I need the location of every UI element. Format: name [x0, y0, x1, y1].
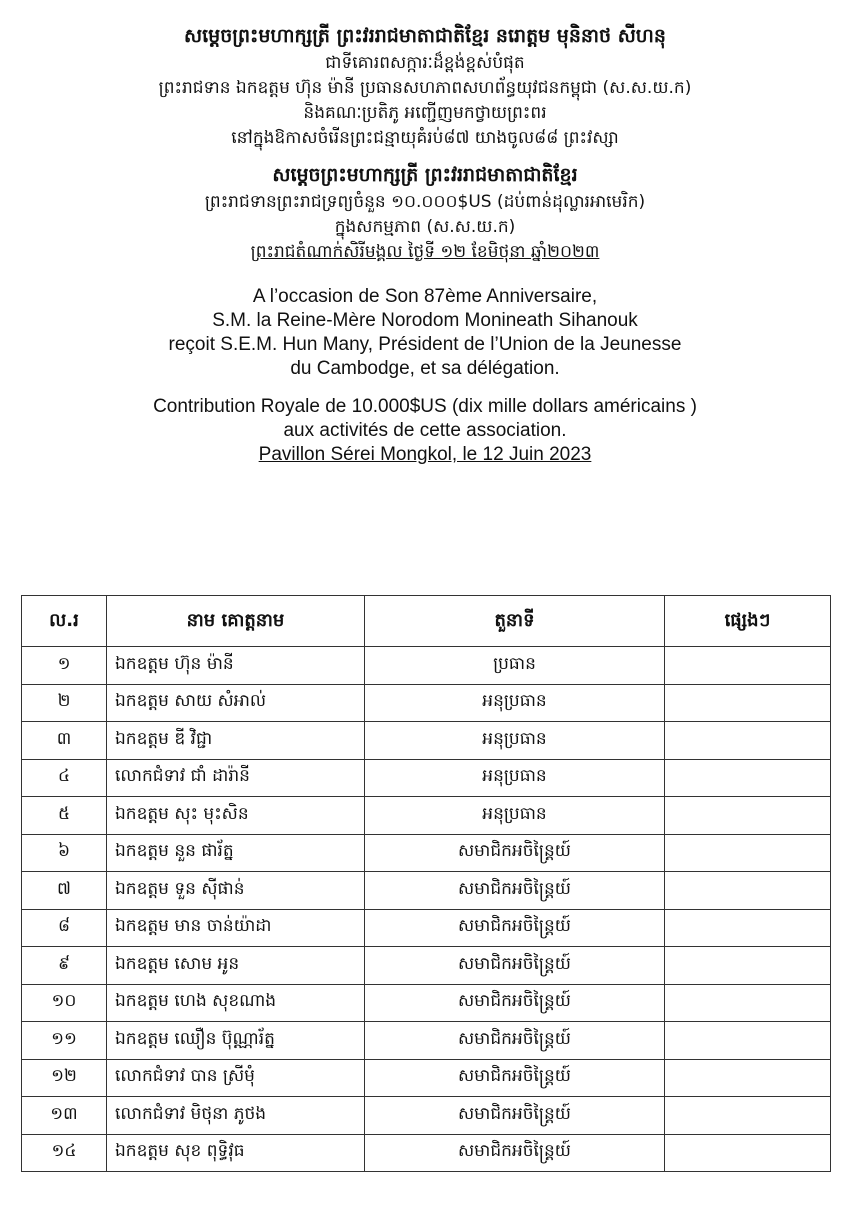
french-section: [0, 285, 850, 467]
cell-number: ១: [22, 647, 107, 685]
cell-other: [665, 872, 831, 910]
cell-number: ៩: [22, 947, 107, 985]
table-row: [22, 1097, 831, 1135]
table-row: [22, 909, 831, 947]
cell-position: សមាជិកអចិន្ត្រៃយ៍: [365, 909, 665, 947]
cell-position: សមាជិកអចិន្ត្រៃយ៍: [365, 1059, 665, 1097]
table-header-row: [22, 596, 831, 647]
cell-number: ១០: [22, 984, 107, 1022]
cell-position: សមាជិកអចិន្ត្រៃយ៍: [365, 1022, 665, 1060]
cell-name: ឯកឧត្តម ឈឿន ប៊ុណ្ណារ័ត្ន: [107, 1022, 365, 1060]
cell-name: ឯកឧត្តម មាន ចាន់យ៉ាដា: [107, 909, 365, 947]
cell-number: ៥: [22, 797, 107, 835]
cell-number: ១១: [22, 1022, 107, 1060]
cell-other: [665, 684, 831, 722]
french-contribution-line: aux activités de cette association.: [283, 420, 567, 441]
cell-position: សមាជិកអចិន្ត្រៃយ៍: [365, 872, 665, 910]
cell-name: ឯកឧត្តម ឌី វិជ្ជា: [107, 722, 365, 760]
table-row: [22, 647, 831, 685]
sub-title: សម្តេចព្រះមហាក្សត្រី ព្រះវររាជមាតាជាតិខ្មែរ: [272, 164, 578, 186]
header-line: និងគណៈប្រតិភូ អញ្ជើញមកថ្វាយព្រះពរ: [303, 103, 547, 123]
cell-name: ឯកឧត្តម ហ៊ុន ម៉ានី: [107, 647, 365, 685]
cell-position: អនុប្រធាន: [365, 759, 665, 797]
table-row: [22, 834, 831, 872]
cell-position: ប្រធាន: [365, 647, 665, 685]
cell-position: សមាជិកអចិន្ត្រៃយ៍: [365, 834, 665, 872]
cell-number: ៧: [22, 872, 107, 910]
table-row: [22, 872, 831, 910]
cell-number: ១៤: [22, 1134, 107, 1172]
table-row: [22, 684, 831, 722]
cell-number: ៨: [22, 909, 107, 947]
cell-other: [665, 947, 831, 985]
cell-name: ឯកឧត្តម សាយ សំអាល់: [107, 684, 365, 722]
french-contribution-line: Contribution Royale de 10.000$US (dix mille dollars américains ): [153, 396, 697, 417]
cell-position: អនុប្រធាន: [365, 684, 665, 722]
sub-line: ព្រះរាជទានព្រះរាជទ្រព្យចំនួន ១០.០០០$US (ដប់ពាន់ដុល្លារអាមេរិក): [204, 192, 646, 212]
header-line: ព្រះរាជទាន ឯកឧត្តម ហ៊ុន ម៉ានី ប្រធានសហភាពសហព័ន្ធយុវជនកម្ពុជា (ស.ស.យ.ក): [158, 78, 692, 98]
cell-other: [665, 759, 831, 797]
cell-name: លោកជំទាវ បាន ស្រីមុំ: [107, 1059, 365, 1097]
cell-name: ឯកឧត្តម សោម អូន: [107, 947, 365, 985]
french-line: S.M. la Reine-Mère Norodom Monineath Sihanouk: [212, 310, 638, 331]
cell-other: [665, 1134, 831, 1172]
cell-other: [665, 647, 831, 685]
cell-other: [665, 909, 831, 947]
table-row: [22, 722, 831, 760]
french-line: A l’occasion de Son 87ème Anniversaire,: [252, 286, 598, 307]
sub-line: ក្នុងសកម្មភាព (ស.ស.យ.ក): [334, 217, 516, 237]
cell-other: [665, 722, 831, 760]
table-body: [22, 647, 831, 1172]
cell-number: ៦: [22, 834, 107, 872]
table-row: [22, 1059, 831, 1097]
sub-date-line: ព្រះរាជតំណាក់សិរីមង្គល ថ្ងៃទី ១២ ខែមិថុនា ឆ្នាំ២០២៣: [250, 242, 600, 262]
delegation-table: [21, 595, 831, 1172]
cell-position: អនុប្រធាន: [365, 797, 665, 835]
cell-position: អនុប្រធាន: [365, 722, 665, 760]
header-title: សម្តេចព្រះមហាក្សត្រី ព្រះវររាជមាតាជាតិខ្មែរ នរោត្តម មុនិនាថ សីហនុ: [184, 25, 666, 47]
french-line: du Cambodge, et sa délégation.: [290, 358, 560, 379]
cell-position: សមាជិកអចិន្ត្រៃយ៍: [365, 947, 665, 985]
table-row: [22, 947, 831, 985]
cell-other: [665, 1097, 831, 1135]
header-number: ល.រ: [22, 596, 107, 647]
cell-other: [665, 984, 831, 1022]
cell-name: ឯកឧត្តម ទួន ស៊ីផាន់: [107, 872, 365, 910]
cell-number: ១២: [22, 1059, 107, 1097]
cell-name: លោកជំទាវ មិថុនា ភូថង: [107, 1097, 365, 1135]
header-other: ផ្សេងៗ: [665, 596, 831, 647]
french-date-line: Pavillon Sérei Mongkol, le 12 Juin 2023: [258, 444, 592, 465]
cell-name: ឯកឧត្តម សុខ ពុទ្ធិវុធ: [107, 1134, 365, 1172]
cell-name: ឯកឧត្តម នួន ផារ័ត្ន: [107, 834, 365, 872]
french-line: reçoit S.E.M. Hun Many, Président de l’Union de la Jeunesse: [168, 334, 682, 355]
delegation-table-wrapper: [21, 595, 830, 1172]
cell-name: ឯកឧត្តម សុះ មុះសិន: [107, 797, 365, 835]
table-row: [22, 1134, 831, 1172]
cell-name: លោកជំទាវ ជាំ ដារ៉ានី: [107, 759, 365, 797]
cell-number: ២: [22, 684, 107, 722]
cell-number: ៤: [22, 759, 107, 797]
header-name: នាម គោត្តនាម: [107, 596, 365, 647]
table-row: [22, 1022, 831, 1060]
cell-name: ឯកឧត្តម ហេង សុខណាង: [107, 984, 365, 1022]
cell-other: [665, 834, 831, 872]
cell-position: សមាជិកអចិន្ត្រៃយ៍: [365, 1097, 665, 1135]
table-row: [22, 759, 831, 797]
cell-number: ៣: [22, 722, 107, 760]
header-line: ជាទីគោរពសក្ការៈដ៏ខ្ពង់ខ្ពស់បំផុត: [325, 53, 525, 73]
cell-position: សមាជិកអចិន្ត្រៃយ៍: [365, 1134, 665, 1172]
cell-other: [665, 1059, 831, 1097]
cell-number: ១៣: [22, 1097, 107, 1135]
cell-other: [665, 797, 831, 835]
table-row: [22, 797, 831, 835]
cell-other: [665, 1022, 831, 1060]
khmer-header: [0, 0, 850, 265]
cell-position: សមាជិកអចិន្ត្រៃយ៍: [365, 984, 665, 1022]
header-line: នៅក្នុងឱកាសចំរើនព្រះជន្មាយុគំរប់៨៧ យាងចូល៨៨ ព្រះវស្សា: [231, 128, 619, 148]
header-position: តួនាទី: [365, 596, 665, 647]
table-row: [22, 984, 831, 1022]
